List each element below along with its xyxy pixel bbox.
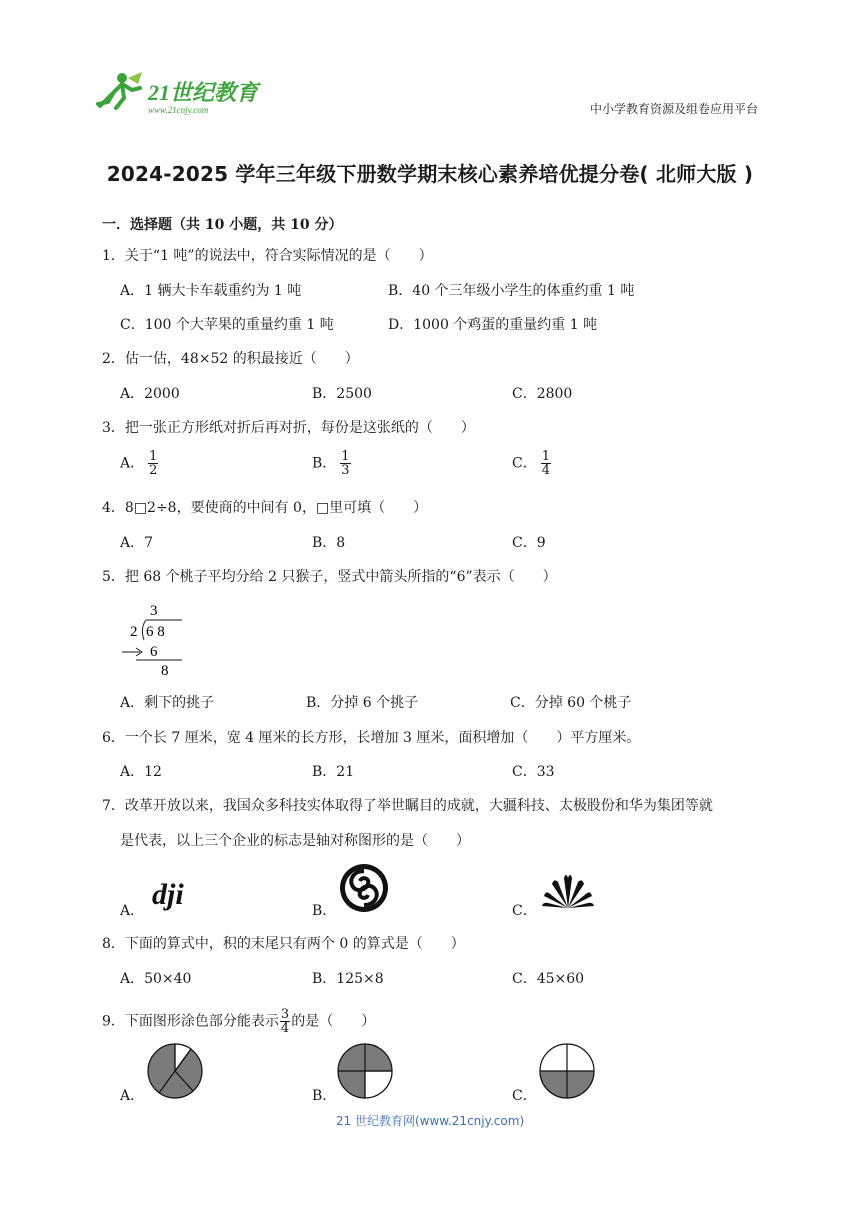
q5-option-b[interactable]: B．分掉 6 个挑子 (306, 695, 419, 711)
question-5: 5．把 68 个桃子平均分给 2 只猴子，竖式中箭头所指的“6”表示（ ） (102, 569, 557, 585)
q5-option-a[interactable]: A．剩下的挑子 (120, 695, 215, 711)
q9-option-a[interactable]: A． (120, 1088, 145, 1104)
q6-option-a[interactable]: A．12 (120, 764, 162, 780)
q9-option-b[interactable]: B． (312, 1088, 337, 1104)
question-9 (102, 1008, 375, 1035)
logo-url: www.21cnjy.com (148, 105, 209, 115)
q1-option-a[interactable]: A．1 辆大卡车载重约为 1 吨 (120, 283, 302, 299)
page-title: 2024-2025 学年三年级下册数学期末核心素养培优提分卷( 北师大版 ) (106, 162, 754, 186)
question-7-cont: 是代表，以上三个企业的标志是轴对称图形的是（ ） (120, 833, 470, 849)
question-7: 7．改革开放以来，我国众多科技实体取得了举世瞩目的成就，大疆科技、太极股份和华为集团等就 (102, 798, 713, 814)
question-8: 8．下面的算式中，积的末尾只有两个 0 的算式是（ ） (102, 936, 465, 952)
q7-option-b[interactable]: B． (312, 903, 337, 919)
q2-option-c[interactable]: C．2800 (512, 386, 573, 402)
fraction: $\frac{1}{3}$ (341, 449, 350, 478)
q1-option-b[interactable]: B．40 个三年级小学生的体重约重 1 吨 (388, 283, 635, 299)
q2-option-a[interactable]: A．2000 (120, 386, 180, 402)
q4-option-c[interactable]: C．9 (512, 535, 546, 551)
question-3: 3．把一张正方形纸对折后再对折，每份是这张纸的（ ） (102, 420, 475, 436)
q4-option-b[interactable]: B．8 (312, 535, 346, 551)
q2-option-b[interactable]: B．2500 (312, 386, 372, 402)
section-heading: 一．选择题（共 10 小题，共 10 分） (102, 217, 343, 233)
q9-option-c[interactable]: C． (512, 1088, 537, 1104)
q3-option-c[interactable] (512, 450, 551, 477)
site-logo (92, 68, 262, 118)
division-divisor: 2 (130, 624, 138, 640)
q9-text-before: 9．下面图形涂色部分能表示 (102, 1013, 279, 1030)
q3-option-b-label: B． (312, 455, 337, 472)
platform-label: 中小学教育资源及组卷应用平台 (589, 102, 758, 116)
division-dividend: 6 8 (146, 624, 165, 640)
division-product: 6 (150, 644, 158, 660)
q8-option-c[interactable]: C．45×60 (512, 971, 585, 987)
q1-option-c[interactable]: C．100 个大苹果的重量约重 1 吨 (120, 317, 334, 333)
question-4: 4．8□2÷8，要使商的中间有 0，□里可填（ ） (102, 500, 428, 516)
q6-option-c[interactable]: C．33 (512, 764, 555, 780)
q3-option-b[interactable] (312, 450, 351, 477)
long-division-figure (116, 600, 196, 684)
question-2: 2．估一估，48×52 的积最接近（ ） (102, 351, 359, 367)
q7-option-c[interactable]: C． (512, 903, 537, 919)
division-quotient: 3 (150, 603, 158, 619)
q3-option-a[interactable] (120, 450, 158, 477)
question-1: 1．关于“1 吨”的说法中，符合实际情况的是（ ） (102, 248, 433, 264)
q4-option-a[interactable]: A．7 (120, 535, 154, 551)
q5-option-c[interactable]: C．分掉 60 个桃子 (510, 695, 632, 711)
fraction: $\frac{1}{4}$ (541, 449, 550, 478)
q8-option-a[interactable]: A．50×40 (120, 971, 192, 987)
q9-text-after: 的是（ ） (291, 1013, 376, 1030)
footer-link[interactable]: 21 世纪教育网(www.21cnjy.com) (335, 1114, 525, 1128)
question-6: 6．一个长 7 厘米，宽 4 厘米的长方形，长增加 3 厘米，面积增加（ ）平方厘米。 (102, 730, 641, 746)
q6-option-b[interactable]: B．21 (312, 764, 355, 780)
dji-logo-image (150, 874, 214, 918)
svg-text:dji: dji (152, 878, 184, 911)
fraction: $\frac{1}{2}$ (149, 449, 158, 478)
circle-figure-b (336, 1042, 394, 1104)
q3-option-c-label: C． (512, 455, 537, 472)
circle-figure-a (146, 1042, 204, 1104)
division-remainder: 8 (161, 663, 169, 679)
q1-option-d[interactable]: D．1000 个鸡蛋的重量约重 1 吨 (388, 317, 598, 333)
q3-option-a-label: A． (120, 455, 145, 472)
q8-option-b[interactable]: B．125×8 (312, 971, 384, 987)
taiji-logo-image (336, 862, 392, 918)
huawei-logo-image (538, 868, 598, 918)
fraction: $\frac{3}{4}$ (280, 1007, 290, 1036)
logo-text: 21世纪教育 (148, 80, 259, 105)
circle-figure-c (538, 1042, 596, 1104)
q7-option-a[interactable]: A． (120, 903, 145, 919)
